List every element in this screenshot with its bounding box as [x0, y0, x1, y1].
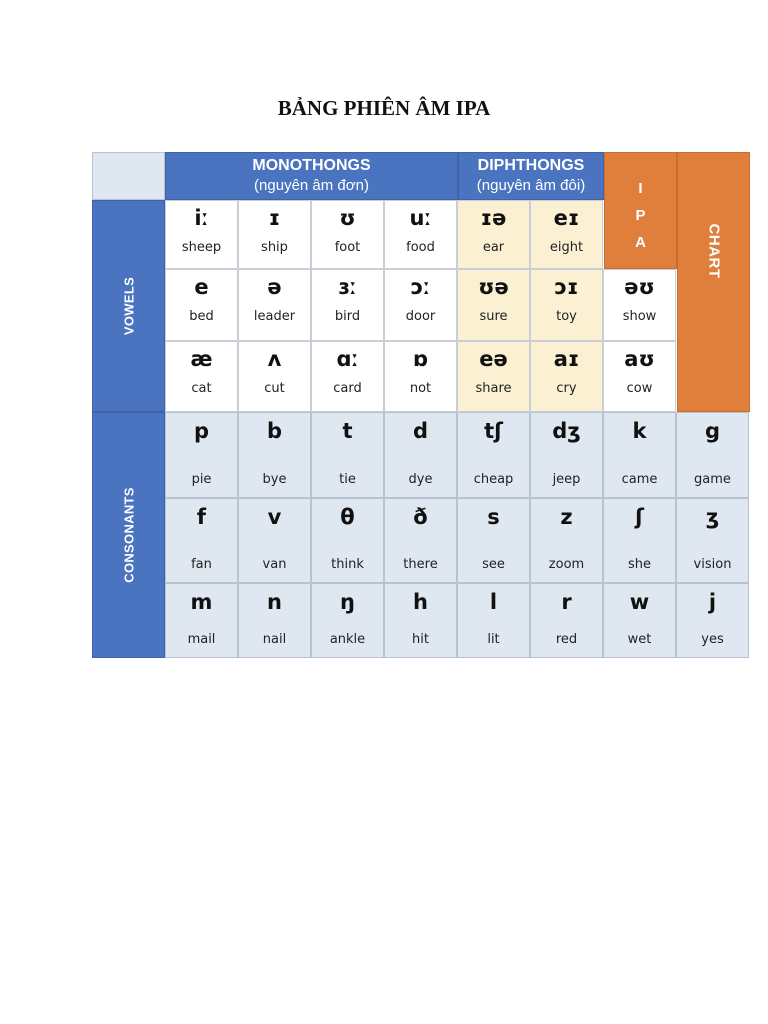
- consonant-cell: [676, 498, 749, 583]
- ipa-symbol: ɪ: [268, 206, 281, 230]
- vowel-cell: [165, 341, 238, 412]
- example-word: door: [405, 309, 436, 324]
- consonant-cell: [165, 583, 238, 658]
- ipa-symbol: s: [487, 505, 500, 529]
- ipa-symbol: eə: [479, 347, 508, 371]
- monophthongs-title: MONOTHONGS: [252, 157, 371, 174]
- example-word: cry: [556, 381, 577, 396]
- example-word: ship: [261, 240, 288, 255]
- chart-label-text: CHART: [705, 223, 722, 279]
- consonant-cell: [238, 583, 311, 658]
- ipa-symbol: e: [194, 275, 209, 299]
- ipa-symbol: iː: [194, 206, 209, 230]
- example-word: cheap: [473, 472, 514, 487]
- ipa-symbol: b: [266, 419, 283, 443]
- diphthongs-header: [458, 152, 604, 200]
- consonants-label: [92, 412, 165, 658]
- ipa-symbol: ʃ: [635, 505, 644, 529]
- vowel-cell: [311, 200, 384, 269]
- ipa-symbol: ʊ: [339, 206, 356, 230]
- ipa-symbol: uː: [409, 206, 432, 230]
- ipa-symbol: ð: [413, 505, 428, 529]
- example-word: nail: [262, 632, 287, 647]
- ipa-symbol: p: [193, 419, 210, 443]
- ipa-symbol: ɜː: [338, 275, 357, 299]
- ipa-symbol: ɔɪ: [554, 275, 579, 299]
- example-word: toy: [556, 309, 577, 324]
- ipa-symbol: h: [413, 590, 428, 614]
- example-word: cow: [626, 381, 653, 396]
- consonant-cell: [603, 583, 676, 658]
- ipa-symbol: m: [190, 590, 213, 614]
- example-word: card: [333, 381, 362, 396]
- ipa-symbol: l: [489, 590, 498, 614]
- example-word: fan: [191, 557, 212, 572]
- example-word: vision: [693, 557, 732, 572]
- ipa-letter-a: A: [635, 234, 646, 251]
- consonant-cell: [457, 498, 530, 583]
- example-word: wet: [627, 632, 652, 647]
- consonant-cell: [384, 583, 457, 658]
- consonant-cell: [238, 498, 311, 583]
- consonants-label-text: CONSONANTS: [121, 487, 136, 583]
- example-word: pie: [191, 472, 212, 487]
- vowel-cell: [311, 269, 384, 341]
- ipa-symbol: ʌ: [267, 347, 282, 371]
- example-word: jeep: [552, 472, 581, 487]
- ipa-symbol: k: [632, 419, 647, 443]
- consonant-cell: [530, 498, 603, 583]
- example-word: ankle: [329, 632, 366, 647]
- example-word: game: [694, 472, 731, 487]
- example-word: came: [621, 472, 658, 487]
- ipa-symbol: tʃ: [484, 419, 503, 443]
- vowels-label: [92, 200, 165, 412]
- example-word: zoom: [548, 557, 585, 572]
- consonant-cell: [457, 583, 530, 658]
- ipa-symbol: ɑː: [336, 347, 359, 371]
- vowel-cell: [603, 341, 676, 412]
- vowel-cell: [311, 341, 384, 412]
- ipa-symbol: ɪə: [480, 206, 507, 230]
- example-word: mail: [187, 632, 216, 647]
- ipa-symbol: n: [267, 590, 282, 614]
- consonant-cell: [384, 498, 457, 583]
- example-word: van: [262, 557, 287, 572]
- ipa-symbol: aɪ: [553, 347, 580, 371]
- example-word: foot: [334, 240, 361, 255]
- ipa-symbol: ɒ: [412, 347, 429, 371]
- example-word: sheep: [181, 240, 222, 255]
- example-word: there: [403, 557, 438, 572]
- consonant-cell: [238, 412, 311, 498]
- example-word: sure: [479, 309, 508, 324]
- vowel-cell: [530, 269, 603, 341]
- diphthongs-subtitle: (nguyên âm đôi): [476, 177, 586, 194]
- ipa-symbol: eɪ: [553, 206, 580, 230]
- corner-cell: [92, 152, 165, 200]
- page-title: BẢNG PHIÊN ÂM IPA: [277, 96, 491, 120]
- monophthongs-header: [165, 152, 458, 200]
- consonant-cell: [165, 412, 238, 498]
- vowel-cell: [530, 341, 603, 412]
- example-word: show: [622, 309, 657, 324]
- diphthongs-title: DIPHTHONGS: [477, 157, 585, 174]
- consonant-cell: [311, 498, 384, 583]
- example-word: bye: [262, 472, 287, 487]
- vowels-label-text: VOWELS: [121, 276, 136, 336]
- ipa-symbol: t: [342, 419, 353, 443]
- vowel-cell: [457, 341, 530, 412]
- example-word: eight: [549, 240, 584, 255]
- vowel-cell: [238, 269, 311, 341]
- example-word: red: [555, 632, 578, 647]
- consonant-cell: [676, 412, 749, 498]
- consonant-cell: [603, 412, 676, 498]
- example-word: hit: [412, 632, 429, 647]
- vowel-cell: [384, 269, 457, 341]
- ipa-symbol: ŋ: [340, 590, 355, 614]
- vowel-cell: [530, 200, 603, 269]
- example-word: lit: [487, 632, 500, 647]
- ipa-letter-p: P: [635, 207, 646, 224]
- ipa-symbol: d: [412, 419, 429, 443]
- example-word: dye: [408, 472, 433, 487]
- ipa-symbol: f: [196, 505, 207, 529]
- chart-label: [677, 152, 750, 412]
- example-word: think: [331, 557, 364, 572]
- ipa-label: [604, 152, 677, 269]
- vowel-cell: [384, 341, 457, 412]
- ipa-symbol: ɔː: [410, 275, 431, 299]
- example-word: food: [406, 240, 435, 255]
- example-word: yes: [701, 632, 724, 647]
- example-word: bed: [189, 309, 214, 324]
- example-word: see: [482, 557, 505, 572]
- consonant-cell: [457, 412, 530, 498]
- vowel-cell: [603, 269, 676, 341]
- vowel-cell: [238, 341, 311, 412]
- consonant-cell: [311, 412, 384, 498]
- ipa-symbol: g: [704, 419, 721, 443]
- consonant-cell: [530, 412, 603, 498]
- ipa-symbol: ə: [267, 275, 282, 299]
- example-word: leader: [253, 309, 296, 324]
- ipa-letter-i: I: [638, 180, 643, 197]
- ipa-chart: [92, 152, 750, 658]
- example-word: she: [627, 557, 651, 572]
- example-word: share: [475, 381, 512, 396]
- consonant-cell: [384, 412, 457, 498]
- consonant-cell: [676, 583, 749, 658]
- vowel-cell: [384, 200, 457, 269]
- example-word: cut: [264, 381, 285, 396]
- ipa-symbol: z: [560, 505, 573, 529]
- vowel-cell: [457, 269, 530, 341]
- ipa-symbol: ʊə: [478, 275, 509, 299]
- consonant-cell: [311, 583, 384, 658]
- example-word: bird: [334, 309, 361, 324]
- ipa-symbol: j: [708, 590, 717, 614]
- consonant-cell: [530, 583, 603, 658]
- ipa-symbol: æ: [190, 347, 213, 371]
- ipa-symbol: əʊ: [624, 275, 655, 299]
- consonant-cell: [603, 498, 676, 583]
- vowel-cell: [165, 269, 238, 341]
- example-word: not: [409, 381, 432, 396]
- consonant-cell: [165, 498, 238, 583]
- monophthongs-subtitle: (nguyên âm đơn): [254, 177, 369, 194]
- ipa-symbol: θ: [340, 505, 355, 529]
- example-word: ear: [482, 240, 505, 255]
- ipa-symbol: r: [561, 590, 572, 614]
- vowel-cell: [238, 200, 311, 269]
- example-word: tie: [339, 472, 356, 487]
- ipa-symbol: aʊ: [624, 347, 655, 371]
- ipa-symbol: ʒ: [705, 505, 720, 529]
- ipa-symbol: v: [267, 505, 282, 529]
- vowel-cell: [457, 200, 530, 269]
- ipa-symbol: w: [629, 590, 650, 614]
- vowel-cell: [165, 200, 238, 269]
- ipa-symbol: dʒ: [552, 419, 581, 443]
- example-word: cat: [191, 381, 212, 396]
